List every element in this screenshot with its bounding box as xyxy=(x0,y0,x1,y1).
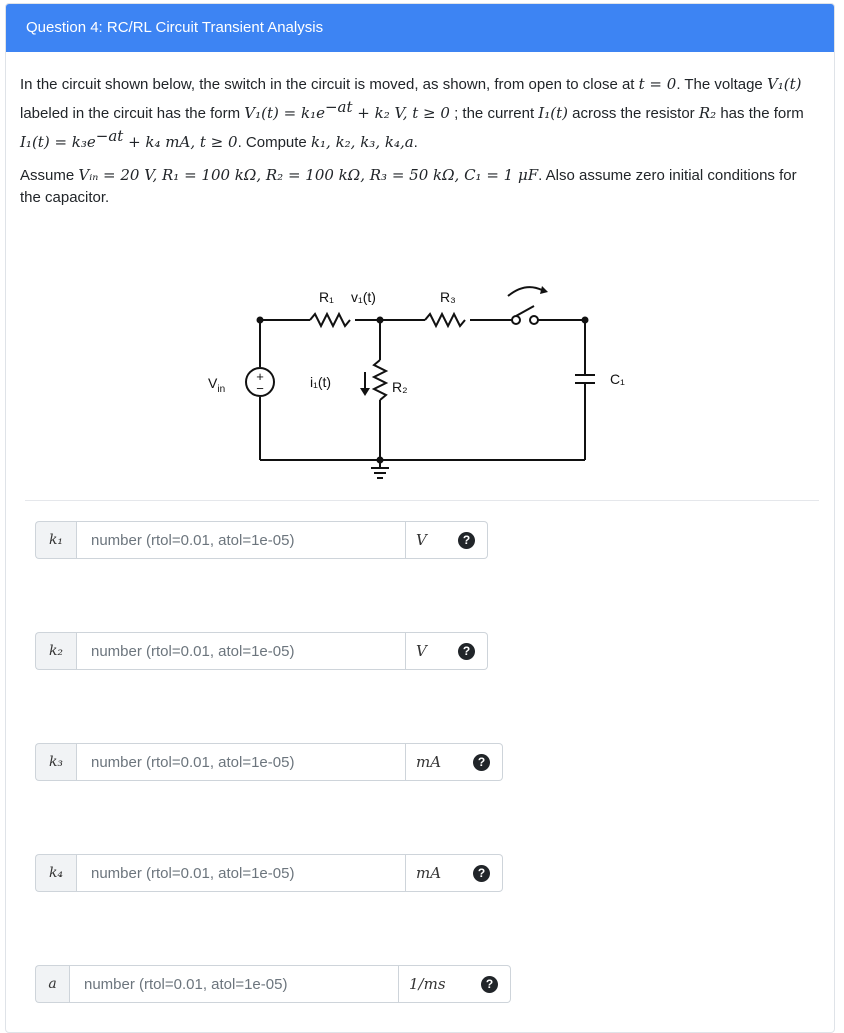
svg-text:+: + xyxy=(256,369,264,384)
svg-text:−: − xyxy=(256,381,264,396)
answer-row-k1 xyxy=(35,521,488,559)
k4-input[interactable]: number (rtol=0.01, atol=1e-05) xyxy=(76,854,406,892)
problem-paragraph-1: In the circuit shown below, the switch in the circuit is moved, as shown, from open to close at t = 0. The voltage V₁(t) labeled in the circuit has the form $V_1(t) = k_1e^{-at} + k_2$ V, t ≥ 0 ; the current I₁(t) across the resistor R₂ has the form $I_1(t) = k_3e^{-at} + k_4$ mA, t ≥ 0. Compute k₁, k₂, k₃, k₄,a. xyxy=(20,75,804,151)
k3-input[interactable]: number (rtol=0.01, atol=1e-05) xyxy=(76,743,406,781)
vin-label: $V_{in}$ xyxy=(208,375,226,395)
divider xyxy=(25,500,819,501)
i1-label: i₁(t) xyxy=(310,374,332,390)
answer-unit: V ? xyxy=(406,521,488,559)
k1-input[interactable]: number (rtol=0.01, atol=1e-05) xyxy=(76,521,406,559)
answer-row-k4 xyxy=(35,854,503,892)
answer-unit: mA ? xyxy=(406,854,503,892)
answer-row-k3 xyxy=(35,743,503,781)
help-icon[interactable]: ? xyxy=(473,754,490,771)
answer-label: k₄ xyxy=(35,854,76,892)
problem-statement xyxy=(20,73,810,219)
answer-unit: 1/ms ? xyxy=(399,965,511,1003)
answer-row-k2 xyxy=(35,632,488,670)
help-icon[interactable]: ? xyxy=(473,865,490,882)
help-icon[interactable]: ? xyxy=(481,976,498,993)
help-icon[interactable]: ? xyxy=(458,532,475,549)
r2-label: R₂ xyxy=(392,379,408,395)
circuit-diagram xyxy=(190,280,630,500)
r1-label: R₁ xyxy=(319,289,334,305)
a-input[interactable]: number (rtol=0.01, atol=1e-05) xyxy=(69,965,399,1003)
answer-label: k₂ xyxy=(35,632,76,670)
answer-unit: mA ? xyxy=(406,743,503,781)
v1-label: v₁(t) xyxy=(351,289,376,305)
answer-label: a xyxy=(35,965,69,1003)
answer-label: k₃ xyxy=(35,743,76,781)
answer-unit: V ? xyxy=(406,632,488,670)
question-title: Question 4: RC/RL Circuit Transient Analysis xyxy=(6,4,834,52)
problem-paragraph-2: Assume Vᵢₙ = 20 V, R₁ = 100 kΩ, R₂ = 100 kΩ, R₃ = 50 kΩ, C₁ = 1 μF. Also assume zero initial conditions for the capacitor. xyxy=(20,166,797,206)
c1-label: C₁ xyxy=(610,371,625,387)
answer-row-a xyxy=(35,965,511,1003)
k2-input[interactable]: number (rtol=0.01, atol=1e-05) xyxy=(76,632,406,670)
r3-label: R₃ xyxy=(440,289,456,305)
help-icon[interactable]: ? xyxy=(458,643,475,660)
answer-label: k₁ xyxy=(35,521,76,559)
